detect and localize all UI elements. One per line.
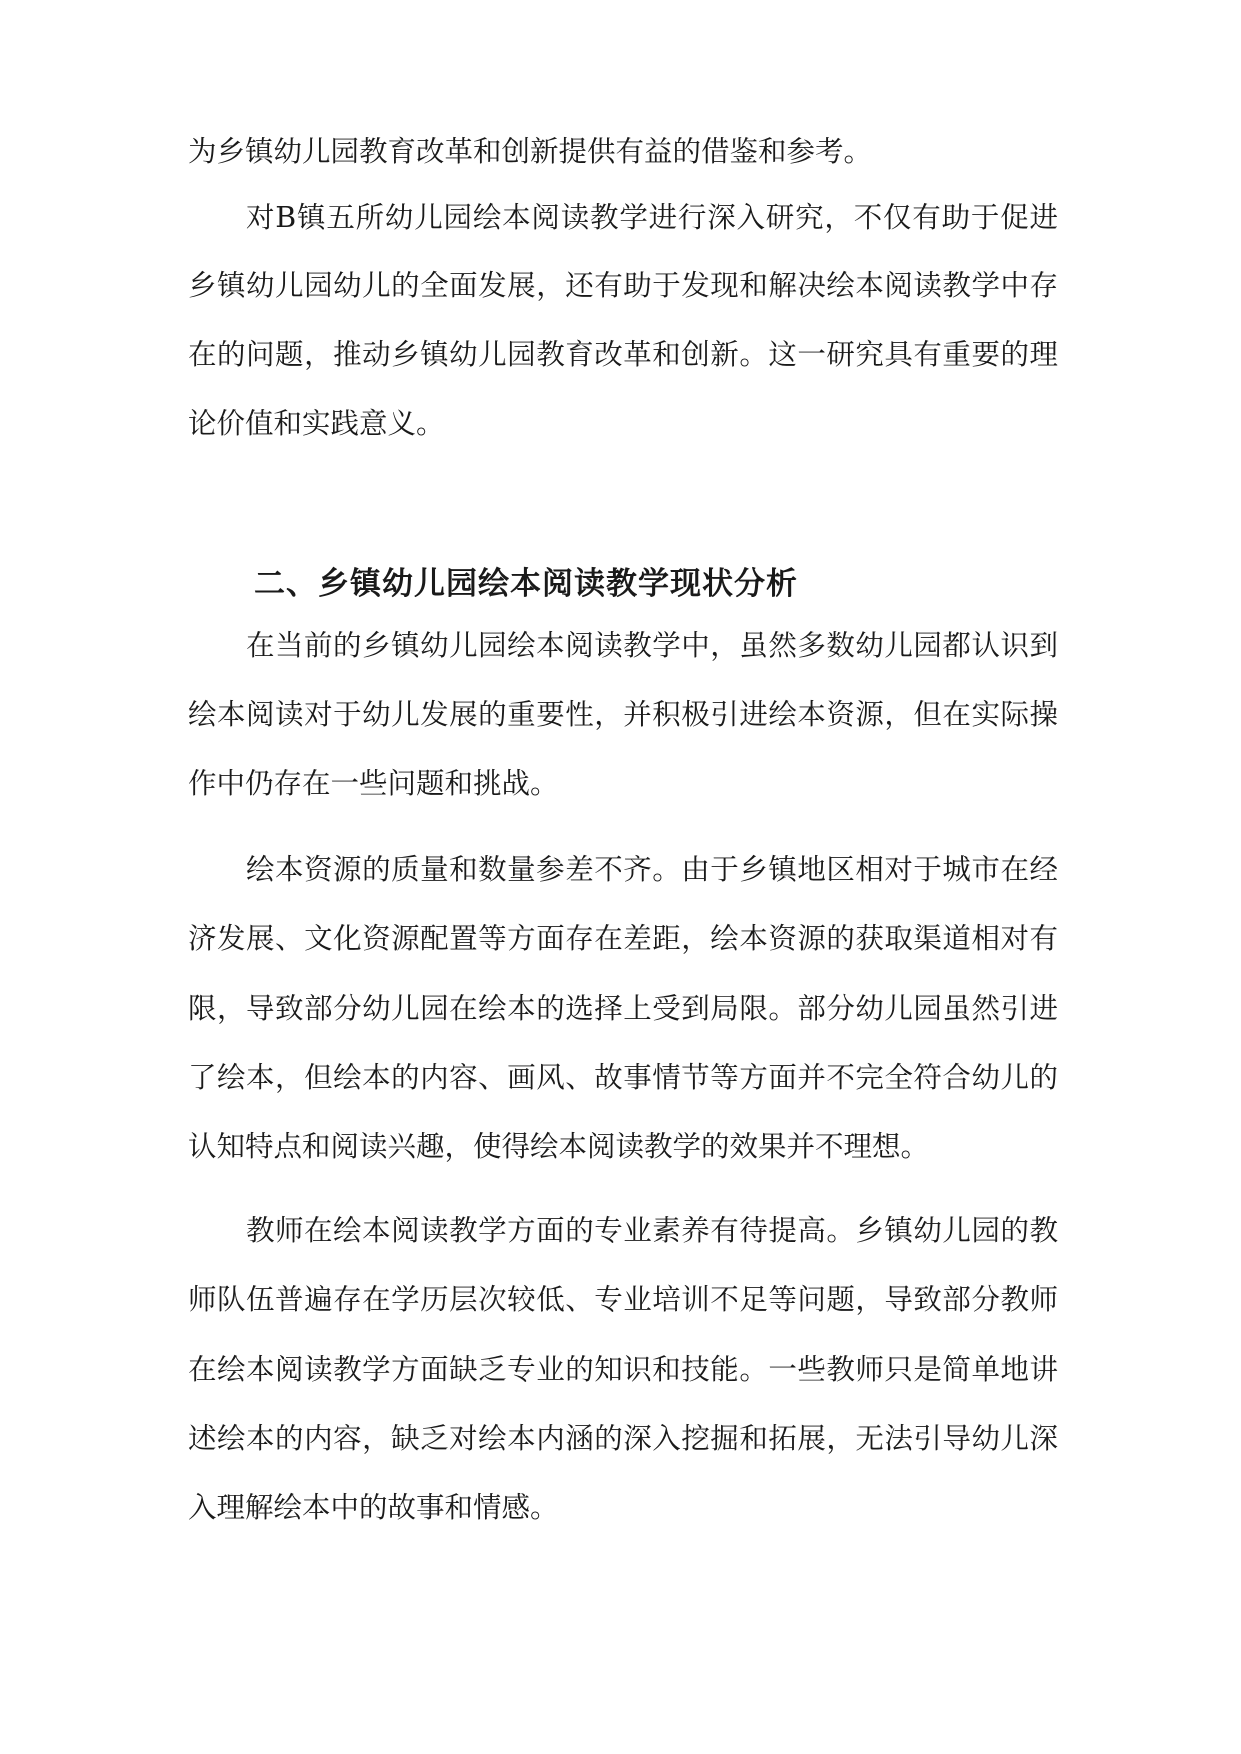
paragraph-line: 认知特点和阅读兴趣，使得绘本阅读教学的效果并不理想。 bbox=[188, 1130, 930, 1163]
paragraph-line: 限，导致部分幼儿园在绘本的选择上受到局限。部分幼儿园虽然引进 bbox=[188, 992, 1058, 1025]
paragraph-line: 乡镇幼儿园幼儿的全面发展，还有助于发现和解决绘本阅读教学中存 bbox=[188, 269, 1058, 302]
paragraph-line: 为乡镇幼儿园教育改革和创新提供有益的借鉴和参考。 bbox=[188, 135, 873, 168]
paragraph-line: 在的问题，推动乡镇幼儿园教育改革和创新。这一研究具有重要的理 bbox=[188, 338, 1058, 371]
paragraph-line: 论价值和实践意义。 bbox=[188, 407, 445, 440]
paragraph-line: 绘本资源的质量和数量参差不齐。由于乡镇地区相对于城市在经 bbox=[246, 853, 1058, 886]
paragraph-line: 在绘本阅读教学方面缺乏专业的知识和技能。一些教师只是简单地讲 bbox=[188, 1353, 1058, 1386]
paragraph-line: 济发展、文化资源配置等方面存在差距，绘本资源的获取渠道相对有 bbox=[188, 922, 1058, 955]
paragraph-line: 作中仍存在一些问题和挑战。 bbox=[188, 767, 559, 800]
paragraph-line: 教师在绘本阅读教学方面的专业素养有待提高。乡镇幼儿园的教 bbox=[246, 1214, 1058, 1247]
paragraph-line: 了绘本，但绘本的内容、画风、故事情节等方面并不完全符合幼儿的 bbox=[188, 1061, 1058, 1094]
section-heading: 二、乡镇幼儿园绘本阅读教学现状分析 bbox=[254, 566, 798, 602]
paragraph-line: 在当前的乡镇幼儿园绘本阅读教学中，虽然多数幼儿园都认识到 bbox=[246, 629, 1058, 662]
paragraph-line: 绘本阅读对于幼儿发展的重要性，并积极引进绘本资源，但在实际操 bbox=[188, 698, 1058, 731]
paragraph-line: 入理解绘本中的故事和情感。 bbox=[188, 1491, 559, 1524]
paragraph-line: 述绘本的内容，缺乏对绘本内涵的深入挖掘和拓展，无法引导幼儿深 bbox=[188, 1422, 1058, 1455]
paragraph-line: 对B镇五所幼儿园绘本阅读教学进行深入研究，不仅有助于促进 bbox=[246, 201, 1058, 234]
paragraph-line: 师队伍普遍存在学历层次较低、专业培训不足等问题，导致部分教师 bbox=[188, 1283, 1058, 1316]
